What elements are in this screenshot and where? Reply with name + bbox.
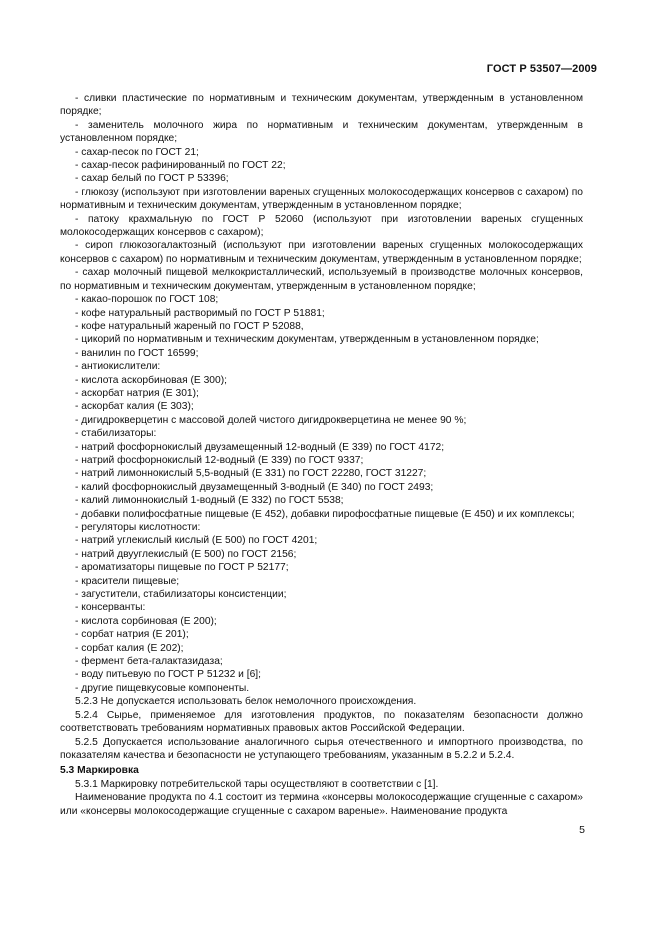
paragraph: - патоку крахмальную по ГОСТ Р 52060 (используют при изготовлении вареных сгущенных молокосодержащих консервов с сахаром); bbox=[60, 213, 583, 239]
paragraph: - сорбат натрия (Е 201); bbox=[75, 629, 189, 641]
paragraph: 5.2.4 Сырье, применяемое для изготовления продуктов, по показателям безопасности должно соответствовать требованиям нормативных правовых актов Российской Федерации. bbox=[60, 709, 583, 735]
paragraph: 5.2.3 Не допускается использовать белок немолочного происхождения. bbox=[75, 696, 417, 708]
document-body bbox=[60, 92, 583, 818]
paragraph: - сахар-песок рафинированный по ГОСТ 22; bbox=[75, 160, 286, 172]
paragraph: - калий лимоннокислый 1-водный (Е 332) по ГОСТ 5538; bbox=[75, 495, 344, 507]
paragraph: - какао-порошок по ГОСТ 108; bbox=[75, 294, 219, 306]
paragraph: - кофе натуральный жареный по ГОСТ Р 52088, bbox=[75, 320, 304, 332]
paragraph: - сироп глюкозогалактозный (используют при изготовлении вареных сгущенных молокосодержащих консервов с сахаром) по нормативным и техническим документам, утвержденным в установленном порядке; bbox=[60, 240, 583, 265]
document-code-header: ГОСТ Р 53507—2009 bbox=[486, 63, 597, 75]
paragraph: - аскорбат натрия (Е 301); bbox=[75, 387, 199, 399]
paragraph: - натрий двууглекислый (Е 500) по ГОСТ 2156; bbox=[75, 548, 297, 560]
paragraph: - сорбат калия (Е 202); bbox=[75, 642, 184, 654]
paragraph: - сливки пластические по нормативным и техническим документам, утвержденным в установленном порядке; bbox=[60, 93, 583, 118]
page-number: 5 bbox=[579, 824, 585, 836]
section-heading: 5.3 Маркировка bbox=[60, 765, 139, 777]
paragraph: 5.2.5 Допускается использование аналогичного сырья отечественного и импортного производства, по показателям качества и безопасности не уступающего требованиям, указанным в 5.2.2 и 5.2.4. bbox=[60, 736, 583, 761]
paragraph: - натрий углекислый кислый (Е 500) по ГОСТ 4201; bbox=[75, 535, 318, 547]
paragraph: - кислота аскорбиновая (Е 300); bbox=[75, 374, 227, 386]
paragraph: - заменитель молочного жира по нормативным и техническим документам, утвержденным в установленном порядке; bbox=[60, 119, 583, 145]
paragraph: - кислота сорбиновая (Е 200); bbox=[75, 615, 217, 627]
paragraph: - фермент бета-галактазидаза; bbox=[75, 656, 223, 668]
paragraph: Наименование продукта по 4.1 состоит из термина «консервы молокосодержащие сгущенные с сахаром» или «консервы молокосодержащие сгущенные с сахаром вареные». Наименование продукта bbox=[60, 792, 583, 817]
paragraph: - загустители, стабилизаторы консистенции; bbox=[75, 589, 287, 601]
paragraph: - ванилин по ГОСТ 16599; bbox=[75, 347, 199, 359]
paragraph: - сахар-песок по ГОСТ 21; bbox=[75, 146, 199, 158]
paragraph: - калий фосфорнокислый двузамещенный 3-водный (Е 340) по ГОСТ 2493; bbox=[75, 481, 434, 493]
paragraph: - глюкозу (используют при изготовлении вареных сгущенных молокосодержащих консервов с сахаром) по нормативным и техническим документам, утвержденным в установленном порядке; bbox=[60, 186, 583, 212]
paragraph: - натрий фосфорнокислый двузамещенный 12-водный (Е 339) по ГОСТ 4172; bbox=[75, 441, 445, 453]
paragraph: - красители пищевые; bbox=[75, 575, 180, 587]
paragraph: - аскорбат калия (Е 303); bbox=[75, 401, 194, 413]
paragraph: - добавки полифосфатные пищевые (Е 452), добавки пирофосфатные пищевые (Е 450) и их комплексы; bbox=[75, 508, 575, 520]
paragraph: - консерванты: bbox=[75, 602, 146, 614]
paragraph: - стабилизаторы: bbox=[75, 428, 157, 440]
paragraph: - кофе натуральный растворимый по ГОСТ Р 51881; bbox=[75, 307, 325, 319]
paragraph: 5.3.1 Маркировку потребительской тары осуществляют в соответствии с [1]. bbox=[75, 778, 439, 790]
paragraph: - сахар молочный пищевой мелкокристаллический, используемый в производстве молочных консервов, по нормативным и техническим документам, утвержденным в установленном порядке; bbox=[60, 267, 583, 292]
paragraph: - натрий лимоннокислый 5,5-водный (Е 331) по ГОСТ 22280, ГОСТ 31227; bbox=[75, 468, 427, 480]
paragraph: - ароматизаторы пищевые по ГОСТ Р 52177; bbox=[75, 562, 289, 574]
paragraph: - другие пищевкусовые компоненты. bbox=[75, 682, 250, 694]
paragraph: - дигидрокверцетин с массовой долей чистого дигидрокверцетина не менее 90 %; bbox=[75, 414, 467, 426]
paragraph: - антиокислители: bbox=[75, 361, 161, 373]
paragraph: - цикорий по нормативным и техническим документам, утвержденным в установленном порядке; bbox=[75, 334, 539, 346]
paragraph: - сахар белый по ГОСТ Р 53396; bbox=[75, 173, 229, 185]
paragraph: - натрий фосфорнокислый 12-водный (Е 339) по ГОСТ 9337; bbox=[75, 454, 364, 466]
paragraph: - регуляторы кислотности: bbox=[75, 522, 201, 533]
paragraph: - воду питьевую по ГОСТ Р 51232 и [6]; bbox=[75, 669, 261, 681]
